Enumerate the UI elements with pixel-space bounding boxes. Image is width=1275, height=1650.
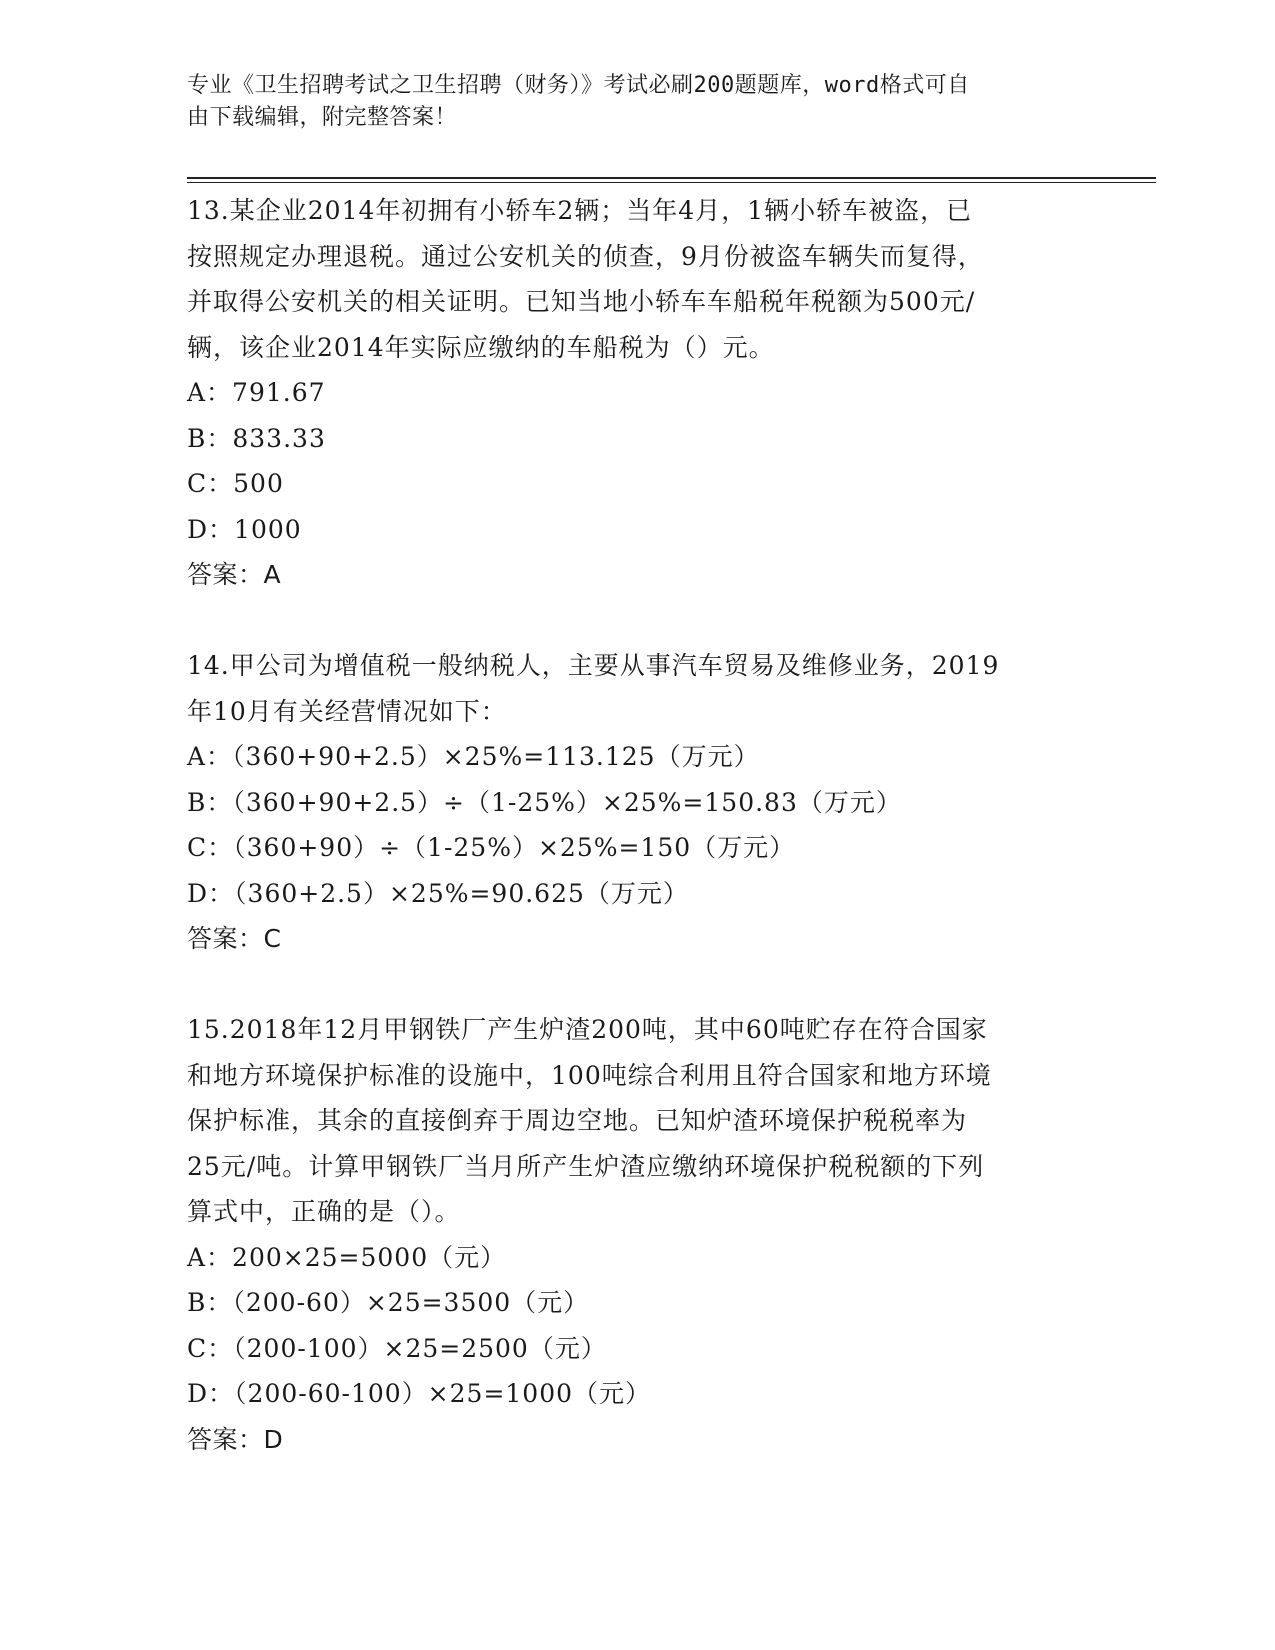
- stem-line: 保护标准，其余的直接倒弃于周边空地。已知炉渣环境保护税税率为: [187, 1106, 968, 1135]
- header-rule-thick: [187, 177, 1156, 179]
- question-spacer: [187, 962, 1087, 1008]
- stem-line: 14.甲公司为增值税一般纳税人，主要从事汽车贸易及维修业务，2019: [187, 651, 1000, 680]
- option-d: D：1000: [187, 514, 302, 544]
- option-d: D：（200-60-100）×25=1000（元）: [187, 1379, 652, 1408]
- question-stem: [187, 643, 1087, 734]
- stem-line: 15.2018年12月甲钢铁厂产生炉渣200吨，其中60吨贮存在符合国家: [187, 1015, 988, 1044]
- option-a: A：200×25=5000（元）: [187, 1242, 507, 1272]
- answer-line: 答案：A: [187, 560, 282, 589]
- header-line-2: 由下载编辑，附完整答案！: [187, 105, 458, 130]
- option-c: C：（200-100）×25=2500（元）: [187, 1333, 607, 1363]
- option-b: B：833.33: [187, 423, 326, 453]
- question-stem: [187, 188, 1087, 370]
- stem-line: 13.某企业2014年初拥有小轿车2辆；当年4月，1辆小轿车被盗，已: [187, 196, 973, 225]
- header-rule-thin: [187, 182, 1156, 183]
- document-header: [187, 70, 1077, 134]
- option-c: C：500: [187, 469, 284, 498]
- stem-line: 和地方环境保护标准的设施中，100吨综合利用且符合国家和地方环境: [187, 1060, 992, 1090]
- header-line-1: 专业《卫生招聘考试之卫生招聘（财务）》考试必刷200题题库，word格式可自: [187, 73, 970, 98]
- stem-line: 并取得公安机关的相关证明。已知当地小轿车车船税年税额为500元/: [187, 287, 976, 316]
- answer-line: 答案：C: [187, 924, 282, 953]
- option-a: A：791.67: [187, 378, 326, 407]
- question-13: [187, 188, 1087, 598]
- question-list: [187, 188, 1087, 1462]
- option-a: A：（360+90+2.5）×25%=113.125（万元）: [187, 742, 760, 771]
- stem-line: 按照规定办理退税。通过公安机关的侦查，9月份被盗车辆失而复得，: [187, 241, 984, 271]
- option-b: B：（200-60）×25=3500（元）: [187, 1288, 590, 1317]
- question-stem: [187, 1007, 1087, 1235]
- stem-line: 年10月有关经营情况如下：: [187, 696, 507, 726]
- stem-line: 算式中，正确的是（）。: [187, 1197, 461, 1226]
- option-d: D：（360+2.5）×25%=90.625（万元）: [187, 878, 689, 908]
- question-15: [187, 1007, 1087, 1462]
- answer-line: 答案：D: [187, 1424, 284, 1454]
- question-spacer: [187, 598, 1087, 644]
- option-b: B：（360+90+2.5）÷（1-25%）×25%=150.83（万元）: [187, 787, 902, 817]
- stem-line: 辆，该企业2014年实际应缴纳的车船税为（）元。: [187, 332, 775, 362]
- stem-line: 25元/吨。计算甲钢铁厂当月所产生炉渣应缴纳环境保护税税额的下列: [187, 1151, 985, 1181]
- option-c: C：（360+90）÷（1-25%）×25%=150（万元）: [187, 833, 796, 862]
- question-14: [187, 643, 1087, 962]
